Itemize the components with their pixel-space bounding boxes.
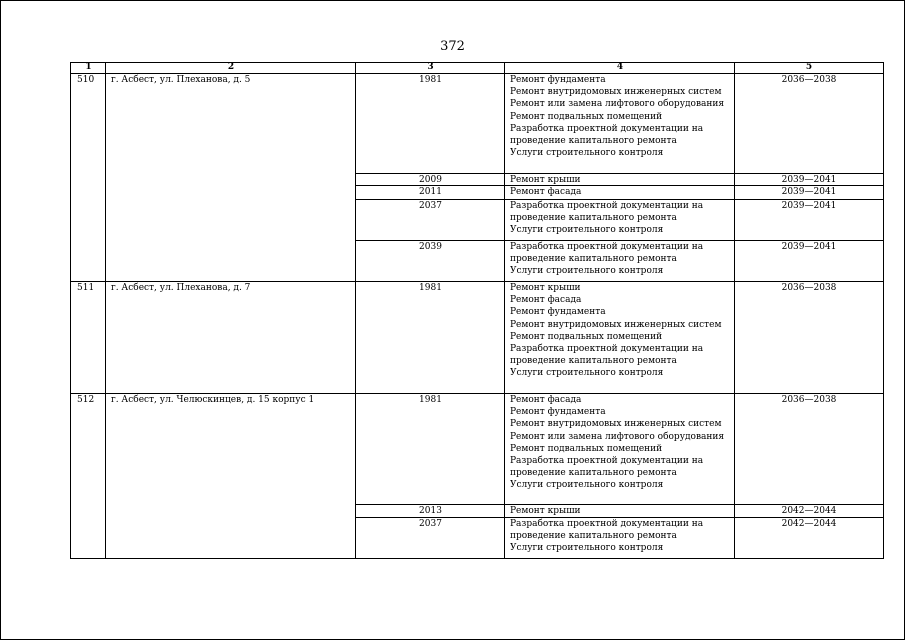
object-number: 510 [77,75,95,85]
work-item: проведение капитального ремонта [510,531,677,542]
works-cell [504,240,735,281]
year-cell [355,393,505,504]
work-item: Ремонт подвальных помещений [510,111,663,122]
commissioning-year: 1981 [419,395,442,405]
object-address: г. Асбест, ул. Челюскинцев, д. 15 корпус 1 [111,395,315,405]
object-address: г. Асбест, ул. Плеханова, д. 7 [111,283,251,293]
work-item: Услуги строительного контроля [510,225,664,236]
work-item: Разработка проектной документации на [510,456,704,467]
work-item: проведение капитального ремонта [510,356,677,367]
header-label: 4 [616,62,624,72]
works-cell [504,393,735,504]
work-item: Услуги строительного контроля [510,480,664,491]
commissioning-year: 2039 [419,242,442,252]
work-item: Разработка проектной документации на [510,344,704,355]
commissioning-year: 2011 [419,187,442,197]
work-item: Ремонт внутридомовых инженерных систем [510,319,722,330]
planned-period: 2036—2038 [781,75,837,85]
work-item: Ремонт внутридомовых инженерных систем [510,419,722,430]
address-cell [105,393,356,559]
planned-period: 2039—2041 [781,242,837,252]
work-item: Разработка проектной документации на [510,519,704,529]
planned-period: 2039—2041 [781,201,837,211]
header-cell [504,62,735,73]
work-item: Ремонт крыши [510,506,581,516]
year-cell [355,281,505,393]
work-item: Услуги строительного контроля [510,148,664,159]
header-label: 5 [805,62,813,72]
works-cell [504,173,735,185]
year-cell [355,504,505,517]
work-item: Услуги строительного контроля [510,368,664,379]
number-cell [70,393,106,559]
planned-period: 2042—2044 [781,506,837,516]
commissioning-year: 1981 [419,283,442,293]
period-cell [734,517,884,559]
commissioning-year: 1981 [419,75,442,85]
work-item: Разработка проектной документации на [510,201,704,211]
planned-period: 2036—2038 [781,283,837,293]
work-item: проведение капитального ремонта [510,468,677,479]
year-cell [355,185,505,199]
works-cell [504,281,735,393]
header-cell [105,62,356,73]
header-label: 2 [227,62,235,72]
period-cell [734,281,884,393]
object-address: г. Асбест, ул. Плеханова, д. 5 [111,75,251,85]
repair-schedule-table [1,1,904,639]
header-cell [355,62,505,73]
work-item: Ремонт подвальных помещений [510,331,663,342]
header-cell [70,62,106,73]
period-cell [734,173,884,185]
work-item: Ремонт фундамента [510,75,606,85]
number-cell [70,73,106,281]
works-cell [504,73,735,173]
work-item: Услуги строительного контроля [510,543,664,554]
work-item: проведение капитального ремонта [510,136,677,147]
works-cell [504,504,735,517]
address-cell [105,73,356,281]
work-item: Ремонт фундамента [510,407,606,418]
header-cell [734,62,884,73]
commissioning-year: 2013 [419,506,442,516]
period-cell [734,393,884,504]
work-item: Разработка проектной документации на [510,242,704,252]
header-label: 1 [85,62,92,72]
work-item: Ремонт внутридомовых инженерных систем [510,87,722,98]
work-item: Разработка проектной документации на [510,123,704,134]
commissioning-year: 2037 [419,201,442,211]
planned-period: 2039—2041 [781,187,837,197]
work-item: проведение капитального ремонта [510,254,677,265]
works-cell [504,517,735,559]
planned-period: 2036—2038 [781,395,837,405]
commissioning-year: 2009 [419,175,442,185]
period-cell [734,185,884,199]
year-cell [355,173,505,185]
work-item: Ремонт или замена лифтового оборудования [510,431,725,442]
year-cell [355,199,505,240]
works-cell [504,199,735,240]
planned-period: 2042—2044 [781,519,837,529]
period-cell [734,504,884,517]
work-item: Ремонт крыши [510,175,581,185]
header-label: 3 [427,62,434,72]
work-item: Ремонт фасада [510,395,582,405]
page-number: 372 [440,39,465,54]
object-number: 511 [77,283,95,293]
year-cell [355,517,505,559]
period-cell [734,240,884,281]
year-cell [355,240,505,281]
work-item: Ремонт крыши [510,283,581,293]
period-cell [734,73,884,173]
number-cell [70,281,106,393]
works-cell [504,185,735,199]
work-item: Ремонт фасада [510,295,582,306]
address-cell [105,281,356,393]
work-item: Ремонт или замена лифтового оборудования [510,99,725,110]
work-item: Ремонт фасада [510,187,582,197]
planned-period: 2039—2041 [781,175,837,185]
commissioning-year: 2037 [419,519,442,529]
work-item: Ремонт подвальных помещений [510,443,663,454]
work-item: проведение капитального ремонта [510,213,677,224]
work-item: Ремонт фундамента [510,307,606,318]
year-cell [355,73,505,173]
work-item: Услуги строительного контроля [510,266,664,277]
period-cell [734,199,884,240]
object-number: 512 [77,395,95,405]
